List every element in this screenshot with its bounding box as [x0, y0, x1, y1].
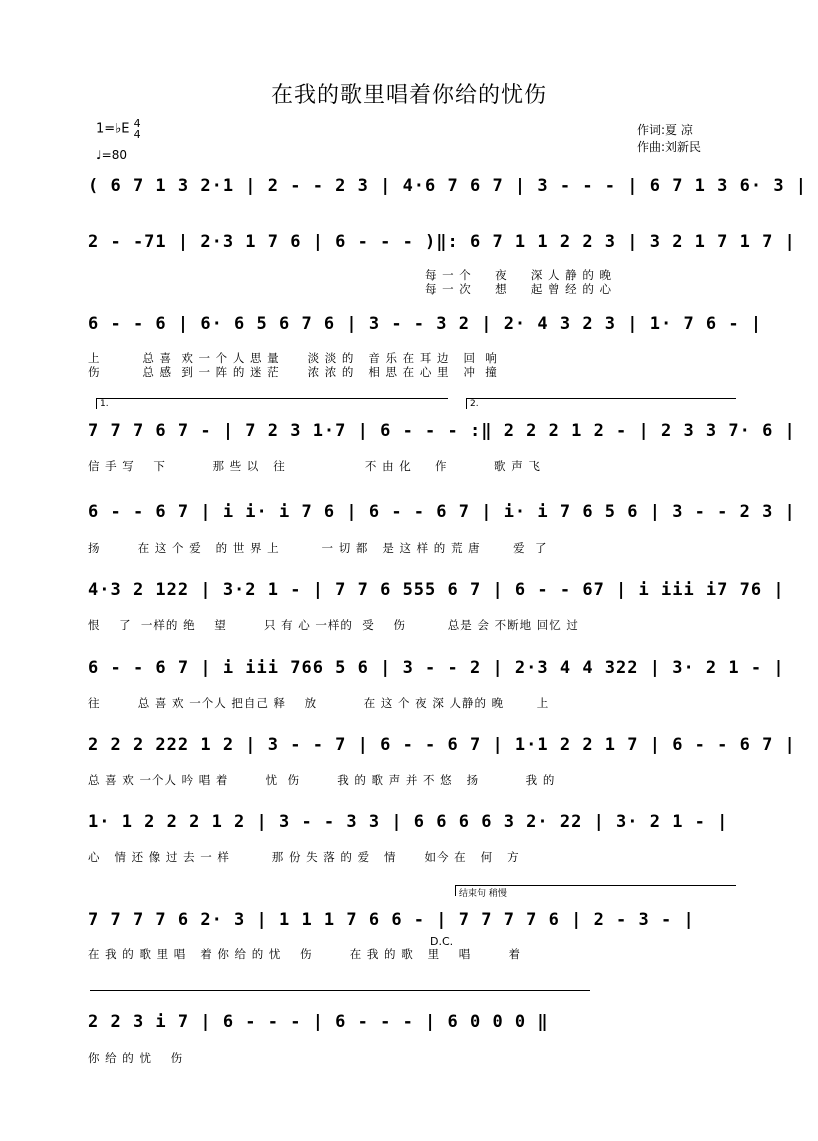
lyric-line-7: 往 总 喜 欢 一个人 把自己 释 放 在 这 个 夜 深 人静的 晚 上: [88, 696, 550, 710]
tempo-mark: ♩=80: [96, 148, 127, 162]
notation-line-9: 1· 1 2 2 2 1 2 | 3 - - 3 3 | 6 6 6 6 3 2· 22 | 3· 2 1 - |: [88, 812, 729, 832]
time-signature: [134, 118, 141, 140]
ending-marker: 结束句 稍慢: [455, 885, 736, 896]
composer: 作曲:刘新民: [637, 140, 702, 154]
lyric-line-3b: 伤 总 感 到 一 阵 的 迷 茫 浓 浓 的 相 思 在 心 里 冲 撞: [88, 365, 498, 379]
notation-line-7: 6 - - 6 7 | i iii 766 5 6 | 3 - - 2 | 2·3 4 4 322 | 3· 2 1 - |: [88, 658, 785, 678]
credits: [637, 122, 701, 156]
lyric-line-5: 扬 在 这 个 爱 的 世 界 上 一 切 都 是 这 样 的 荒 唐 爱 了: [88, 541, 548, 555]
lyric-line-4: 信 手 写 下 那 些 以 往 不 由 化 作 歌 声 飞: [88, 459, 541, 473]
lyricist: 作词:夏 凉: [637, 123, 693, 137]
lyric-line-11: 你 给 的 忧 伤: [88, 1051, 184, 1065]
lyric-line-6: 恨 了 一样的 绝 望 只 有 心 一样的 受 伤 总是 会 不断地 回忆 过: [88, 618, 579, 632]
volta-2: 2.: [466, 398, 736, 409]
notation-line-5: 6 - - 6 7 | i i· i 7 6 | 6 - - 6 7 | i· i 7 6 5 6 | 3 - - 2 3 |: [88, 502, 796, 522]
lyric-line-3a: 上 总 喜 欢 一 个 人 思 量 淡 淡 的 音 乐 在 耳 边 回 响: [88, 351, 498, 365]
lyric-line-8: 总 喜 欢 一个人 吟 唱 着 忧 伤 我 的 歌 声 并 不 悠 扬 我 的: [88, 773, 556, 787]
lyric-line-10: 在 我 的 歌 里 唱 着 你 给 的 忧 伤 在 我 的 歌 里 唱 着: [88, 947, 522, 961]
key-label: 1=: [96, 121, 116, 137]
ending-bracket: [90, 990, 590, 997]
time-bottom: 4: [133, 128, 141, 141]
key-flat: ♭E: [115, 121, 130, 137]
song-title: 在我的歌里唱着你给的忧伤: [270, 83, 547, 108]
notation-line-3: 6 - - 6 | 6· 6 5 6 7 6 | 3 - - 3 2 | 2· 4 3 2 3 | 1· 7 6 - |: [88, 314, 763, 334]
notation-line-2: 2 - -71 | 2·3 1 7 6 | 6 - - - )‖: 6 7 1 1 2 2 3 | 3 2 1 7 1 7 |: [88, 232, 796, 252]
lyric-line-2a: 每 一 个 夜 深 人 静 的 晚: [425, 268, 612, 282]
lyric-line-2b: 每 一 次 想 起 曾 经 的 心: [425, 282, 612, 296]
notation-line-10: 7 7 7 7 6 2· 3 | 1 1 1 7 6 6 - | 7 7 7 7 6 | 2 - 3 - |: [88, 910, 695, 930]
notation-line-11: 2 2 3 i 7 | 6 - - - | 6 - - - | 6 0 0 0 ‖: [88, 1012, 549, 1032]
key-signature: [96, 118, 141, 140]
notation-line-8: 2 2 2 222 1 2 | 3 - - 7 | 6 - - 6 7 | 1·1 2 2 1 7 | 6 - - 6 7 |: [88, 735, 796, 755]
notation-line-4: 7 7 7 6 7 - | 7 2 3 1·7 | 6 - - - :‖ 2 2 2 1 2 - | 2 3 3 7· 6 |: [88, 421, 796, 441]
volta-1: 1.: [96, 398, 448, 409]
lyric-line-9: 心 情 还 像 过 去 一 样 那 份 失 落 的 爱 情 如今 在 何 方: [88, 850, 520, 864]
notation-line-1: ( 6 7 1 3 2·1 | 2 - - 2 3 | 4·6 7 6 7 | 3 - - - | 6 7 1 3 6· 3 |: [88, 176, 808, 196]
dc-marker: D.C.: [430, 935, 454, 948]
time-top: 4: [133, 117, 141, 130]
notation-line-6: 4·3 2 122 | 3·2 1 - | 7 7 6 555 6 7 | 6 - - 67 | i iii i7 76 |: [88, 580, 785, 600]
